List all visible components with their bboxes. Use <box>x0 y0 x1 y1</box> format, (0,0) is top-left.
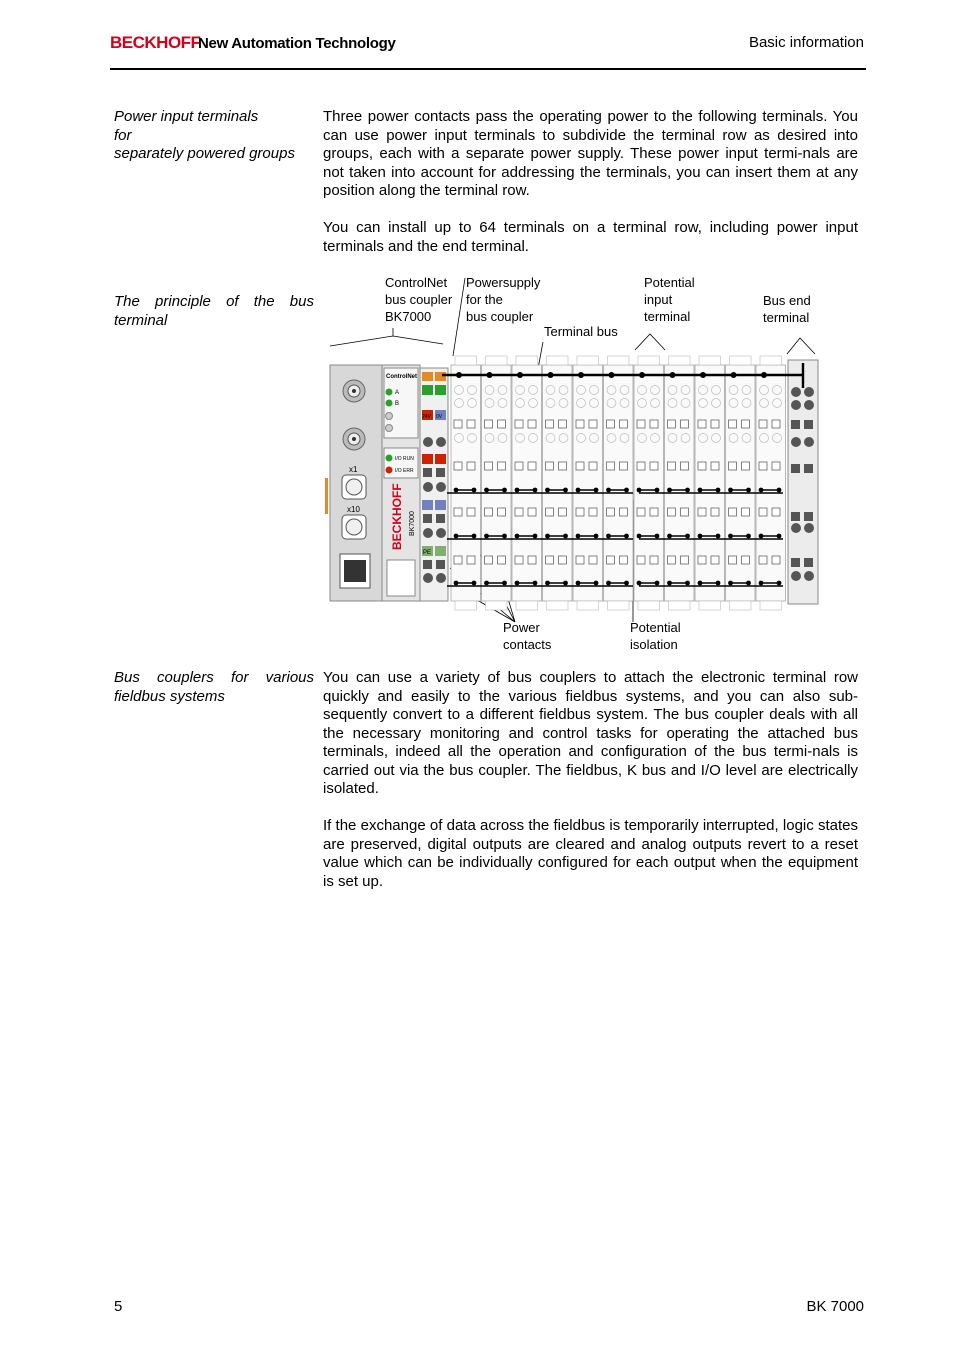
body-bus-couplers <box>323 669 858 910</box>
paragraph: You can use a variety of bus couplers to attach the electronic terminal row quickly and easily to the various fieldbus systems, and you can also sub-sequently convert to a different fieldbus system. The bus coupler deals with all the necessary monitoring and control tasks for operating the attached bus terminals, indeed all the operation and configuration of the bus termi-nals is carried out via the bus coupler. The fieldbus, K bus and I/O level are electrically isolated. <box>323 669 858 797</box>
bus-coupler-bk7000 <box>325 365 448 601</box>
side-heading-line: terminal <box>114 311 168 329</box>
page-number: 5 <box>114 1298 123 1315</box>
body-power-input <box>323 108 858 275</box>
side-heading-bus-couplers <box>114 669 314 706</box>
pin-24v-label: 24V <box>422 414 431 420</box>
led-a-label: A <box>395 390 400 396</box>
side-heading-line: fieldbus systems <box>114 687 225 705</box>
header-section-title: Basic information <box>748 34 864 51</box>
io-run-label: I/O RUN <box>395 456 414 462</box>
label-power-contacts: Power contacts <box>503 620 552 652</box>
bus-terminal <box>482 356 512 610</box>
bus-terminal <box>451 356 481 610</box>
label-bus-end: Bus end terminal <box>763 293 811 325</box>
label-potential-isolation: Potential isolation <box>630 620 681 652</box>
bus-terminal <box>543 356 573 610</box>
header-tagline: New Automation Technology <box>198 35 396 52</box>
pin-pe-label: PE <box>423 550 432 556</box>
bus-terminal <box>634 356 664 610</box>
label-controlnet-device: ControlNet <box>386 374 417 380</box>
label-controlnet: ControlNet bus coupler BK7000 <box>385 275 453 324</box>
led-b-label: B <box>395 401 400 407</box>
terminal-row <box>451 356 786 610</box>
side-heading-line: Bus couplers for various <box>114 669 314 686</box>
paragraph: Three power contacts pass the operating power to the following terminals. You can use power input terminals to subdivide the terminal row as desired into groups, each with a separate power supply. These power input termi-nals are not taken into account for addressing the terminals, you can insert them at any position along the terminal row. <box>323 108 858 199</box>
label-terminal-bus: Terminal bus <box>544 324 618 339</box>
side-heading-power-input <box>114 108 314 164</box>
device-model: BK7000 <box>409 511 416 536</box>
label-x1: x1 <box>349 465 358 474</box>
pin-0v-label: 0V <box>436 414 443 420</box>
bus-terminal <box>512 356 542 610</box>
bus-terminal <box>604 356 634 610</box>
io-err-label: I/O ERR <box>395 468 414 474</box>
document-name: BK 7000 <box>806 1298 864 1315</box>
header-rule <box>110 68 866 70</box>
bus-terminal <box>726 356 756 610</box>
label-x10: x10 <box>347 505 360 514</box>
label-potential-input: Potential input terminal <box>644 275 695 324</box>
side-heading-line: for <box>114 126 132 144</box>
side-heading-line: separately powered groups <box>114 145 295 162</box>
paragraph: You can install up to 64 terminals on a terminal row, including power input terminals and the end terminal. <box>323 219 858 255</box>
side-heading-principle <box>114 293 314 330</box>
bus-terminal <box>573 356 603 610</box>
label-powersupply: Powersupply for the bus coupler <box>466 275 541 324</box>
bus-terminal <box>756 356 786 610</box>
bus-terminal-diagram <box>325 268 825 660</box>
header-logo: BECKHOFF <box>110 33 201 52</box>
side-heading-line: Power input terminals <box>114 108 259 125</box>
bus-terminal <box>665 356 695 610</box>
side-heading-line: The principle of the bus <box>114 293 314 310</box>
bus-end-terminal <box>788 360 818 604</box>
paragraph: If the exchange of data across the fieldbus is temporarily interrupted, logic states are preserved, digital outputs are cleared and analog outputs revert to a reset value which can be individually configured for each output when the equipment is set up. <box>323 817 858 890</box>
device-brand: BECKHOFF <box>390 483 404 550</box>
bus-terminal <box>695 356 725 610</box>
